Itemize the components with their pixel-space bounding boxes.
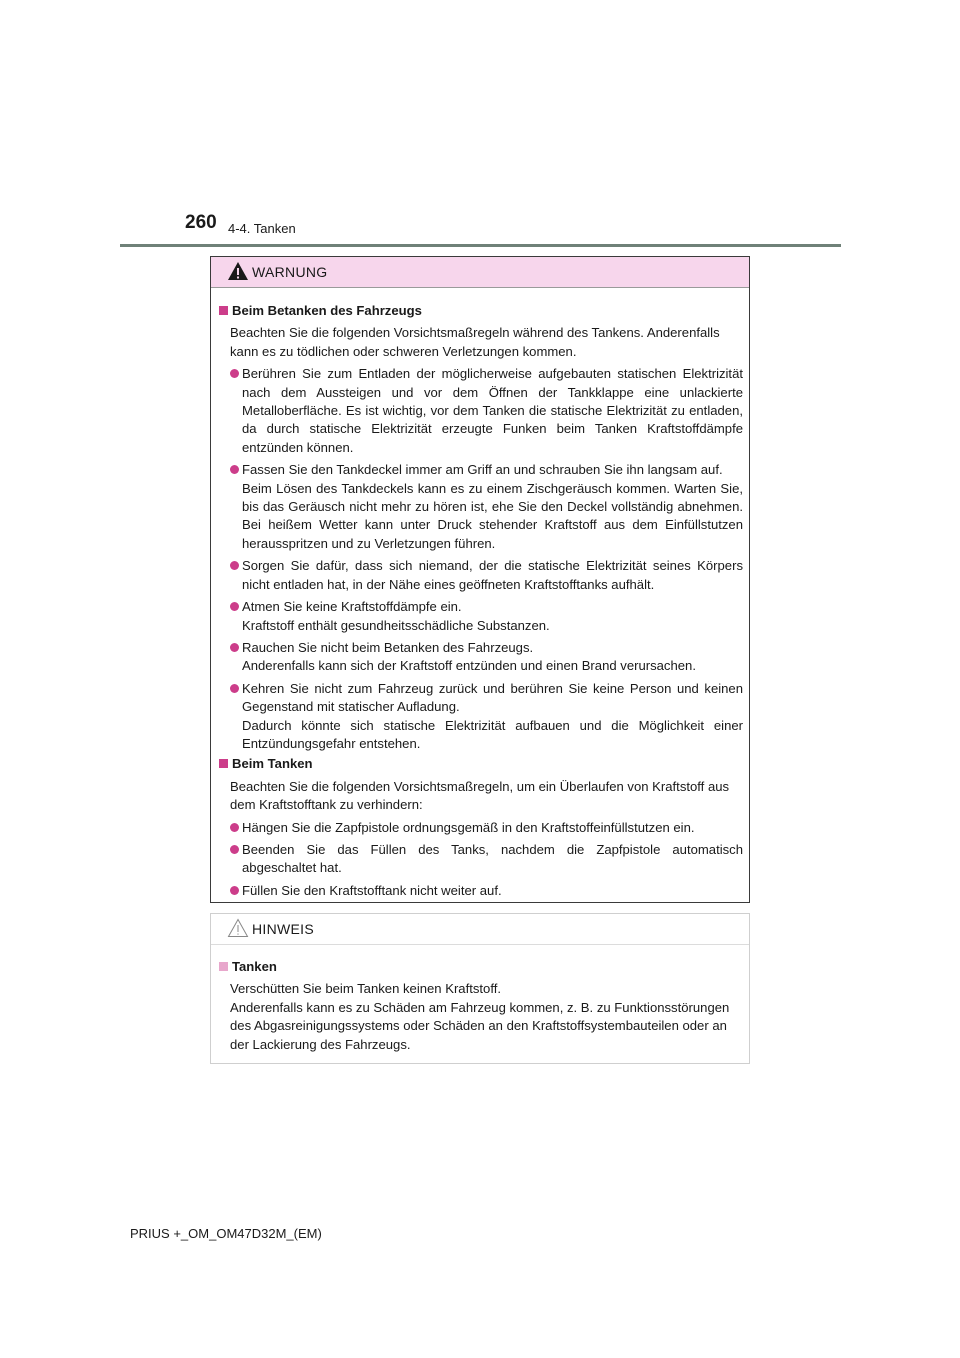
notice-body [211, 945, 749, 1054]
section-heading-text: Tanken [232, 959, 277, 974]
footer-doc-id: PRIUS +_OM_OM47D32M_(EM) [130, 1226, 322, 1241]
caution-triangle-icon [227, 918, 249, 938]
bullet-item [219, 841, 743, 878]
intro-paragraph: Beachten Sie die folgenden Vorsichtsmaßregeln, um ein Überlaufen von Kraftstoff aus dem Kraftstofftank zu verhindern: [230, 778, 730, 813]
section-title: 4-4. Tanken [228, 221, 296, 236]
section-heading-text: Beim Tanken [232, 756, 313, 772]
section-heading [219, 302, 743, 320]
section-heading [219, 958, 743, 976]
round-bullet-icon [230, 886, 239, 895]
warning-box-header [211, 257, 749, 288]
round-bullet-icon [230, 465, 239, 474]
bullet-item [219, 365, 743, 457]
bullet-paragraph: Hängen Sie die Zapfpistole ordnungsgemäß in den Kraftstoffeinfüllstutzen ein. [242, 819, 695, 835]
round-bullet-icon [230, 823, 239, 832]
bullet-item [219, 598, 743, 635]
round-bullet-icon [230, 561, 239, 570]
round-bullet-icon [230, 369, 239, 378]
intro-paragraph: Beachten Sie die folgenden Vorsichtsmaßregeln während des Tankens. Anderenfalls kann es zu tödlichen oder schweren Verletzungen kommen. [230, 325, 720, 359]
bullet-paragraph: Dadurch könnte sich statische Elektrizität aufbauen und die Möglichkeit einer Entzündungsgefahr entstehen. [242, 717, 743, 751]
square-bullet-icon [219, 759, 228, 768]
intro-paragraph: Anderenfalls kann es zu Schäden am Fahrzeug kommen, z. B. zu Funktionsstörungen des Abgasreinigungssystems oder Schäden an den Kraftstoffsystembauteilen oder an der Lackierung des Fahrzeugs. [230, 999, 730, 1052]
header-rule [120, 244, 841, 247]
bullet-item [219, 680, 743, 754]
bullet-paragraph: Berühren Sie zum Entladen der möglicherweise aufgebauten statischen Elektrizität nach dem Aussteigen und vor dem Öffnen der Tankklappe eine unlackierte Metalloberfläche. Es ist wichtig, vor dem Tanken die statische Elektrizität zu entladen, da durch statische Elektrizität erzeugte Funken beim Tanken Kraftstoffdämpfe entzünden können. [242, 366, 743, 455]
bullet-item [219, 557, 743, 594]
notice-title: HINWEIS [252, 921, 314, 937]
warning-triangle-icon [227, 261, 249, 281]
bullet-item [219, 461, 743, 553]
section-intro [219, 778, 743, 815]
section-intro [219, 324, 743, 361]
bullet-item [219, 639, 743, 676]
bullet-item [219, 882, 743, 900]
round-bullet-icon [230, 643, 239, 652]
bullet-paragraph: Beim Lösen des Tankdeckels kann es zu einem Zischgeräusch kommen. Warten Sie, bis das Geräusch nicht mehr zu hören ist, ehe Sie den Deckel vollständig abnehmen. Bei heißem Wetter kann unter Druck stehender Kraftstoff aus dem Einfüllstutzen herausspritzen und zu Verletzungen führen. [242, 480, 743, 551]
warning-title: WARNUNG [252, 264, 328, 280]
bullet-paragraph: Kehren Sie nicht zum Fahrzeug zurück und berühren Sie keine Person und keinen Gegenstand mit statischer Aufladung. [242, 680, 743, 715]
round-bullet-icon [230, 845, 239, 854]
round-bullet-icon [230, 684, 239, 693]
page-number: 260 [185, 212, 217, 233]
bullet-paragraph: Sorgen Sie dafür, dass sich niemand, der die statische Elektrizität seines Körpers nicht entladen hat, in der Nähe eines geöffneten Kraftstofftanks aufhält. [242, 558, 743, 592]
round-bullet-icon [230, 602, 239, 611]
warning-body [211, 288, 749, 900]
notice-box [210, 913, 750, 1064]
section-intro [219, 980, 743, 1054]
bullet-item [219, 819, 743, 837]
section-heading [219, 755, 743, 773]
square-bullet-icon [219, 306, 228, 315]
bullet-paragraph: Fassen Sie den Tankdeckel immer am Griff an und schrauben Sie ihn langsam auf. [242, 462, 723, 478]
bullet-paragraph: Rauchen Sie nicht beim Betanken des Fahrzeugs. [242, 639, 534, 655]
bullet-paragraph: Atmen Sie keine Kraftstoffdämpfe ein. [242, 599, 462, 615]
intro-paragraph: Verschütten Sie beim Tanken keinen Kraftstoff. [230, 981, 502, 997]
bullet-paragraph: Kraftstoff enthält gesundheitsschädliche Substanzen. [242, 617, 550, 633]
warning-box [210, 256, 750, 903]
section-heading-text: Beim Betanken des Fahrzeugs [232, 303, 422, 318]
notice-box-header [211, 914, 749, 945]
bullet-paragraph: Beenden Sie das Füllen des Tanks, nachdem die Zapfpistole automatisch abgeschaltet hat. [242, 841, 743, 876]
bullet-paragraph: Füllen Sie den Kraftstofftank nicht weiter auf. [242, 882, 502, 898]
bullet-paragraph: Anderenfalls kann sich der Kraftstoff entzünden und einen Brand verursachen. [242, 658, 696, 674]
square-bullet-icon [219, 962, 228, 971]
